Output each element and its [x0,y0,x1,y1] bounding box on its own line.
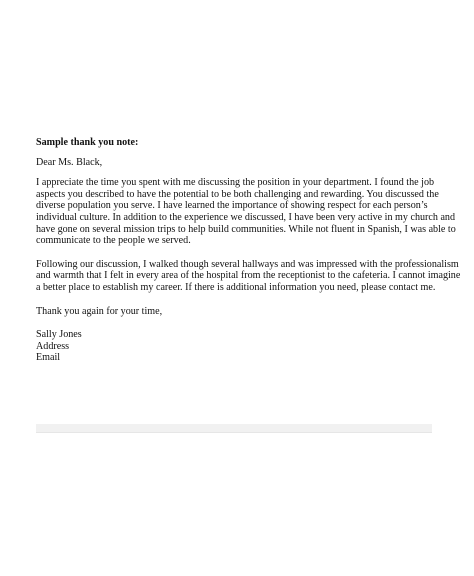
paragraph-line: communicate to the people we served. [36,235,191,247]
paragraph-line: aspects you described to have the potential to be both challenging and rewarding. You discussed the [36,188,439,200]
letter-body [36,137,461,364]
paragraph-line: a better place to establish my career. If there is additional information you need, please contact me. [36,281,436,293]
paragraph-line: I appreciate the time you spent with me discussing the position in your department. I found the job [36,177,435,189]
paragraph-line: individual culture. In addition to the experience we discussed, I have been very active in my church and [36,211,456,223]
paragraph-line: Following our discussion, I walked though several hallways and was impressed with the professionalism [36,258,459,270]
signature-name: Sally Jones [36,329,82,341]
paragraph-line: have gone on several mission trips to help build communities. While not fluent in Spanish, I was able to [36,223,456,235]
letter-paragraph-2 [36,258,461,294]
signature-address: Address [36,340,70,352]
signature-block [36,329,440,364]
paragraph-line: diverse population you serve. I have learned the importance of showing respect for each person’s [36,200,428,212]
page-footer-bar [36,424,432,433]
letter-greeting: Dear Ms. Black, [36,156,103,168]
paragraph-line: and warmth that I felt in every area of the hospital from the receptionist to the cafeteria. I cannot imagine [36,270,461,282]
letter-closing: Thank you again for your time, [36,305,163,317]
letter-heading: Sample thank you note: [36,137,139,148]
signature-email: Email [36,352,61,364]
letter-paragraph-1 [36,177,456,247]
